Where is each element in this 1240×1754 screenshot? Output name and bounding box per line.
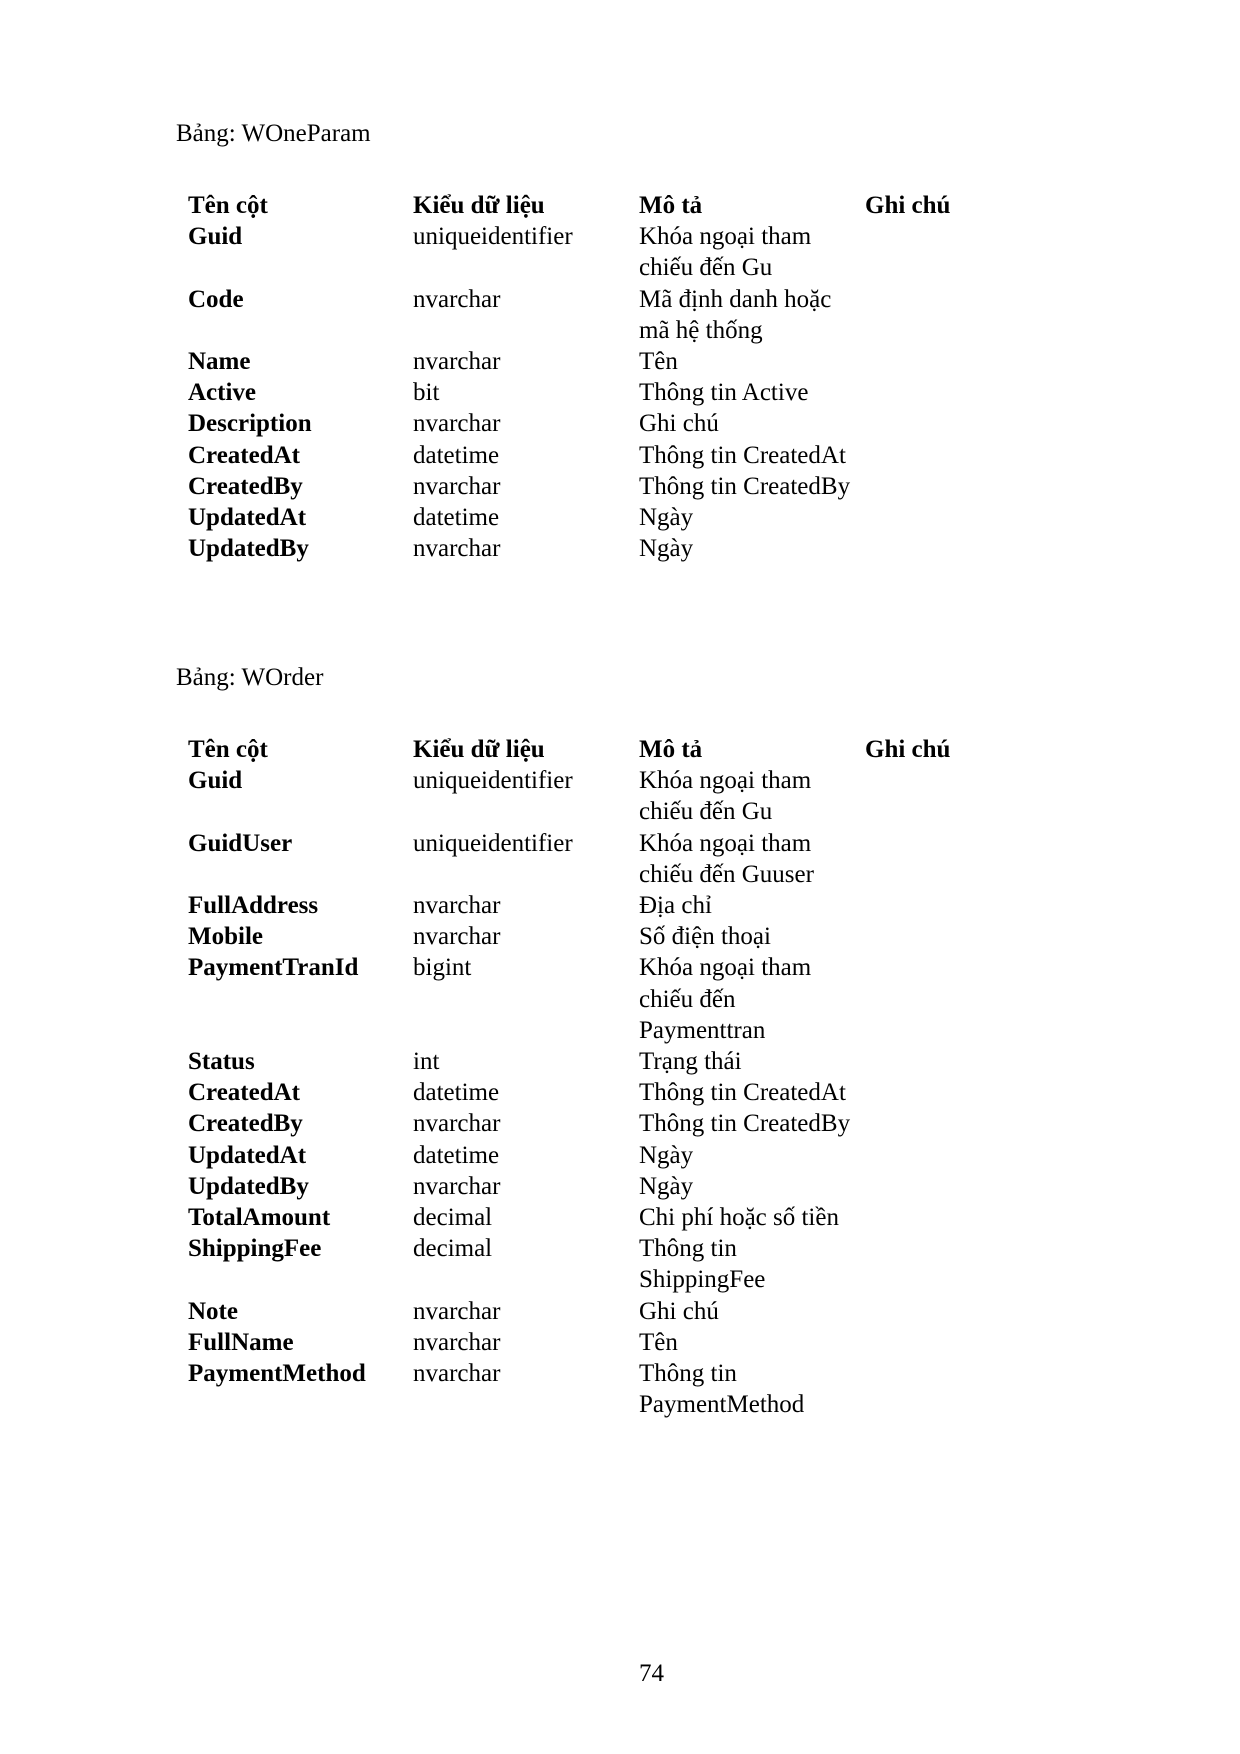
column-name-cell-text: Name <box>188 348 251 376</box>
column-header-type: Kiểu dữ liệu <box>413 192 545 219</box>
column-name-cell-text: Description <box>188 410 312 438</box>
table-row <box>188 765 985 827</box>
column-name-cell-text: FullName <box>188 1328 294 1356</box>
column-name-cell <box>188 921 413 952</box>
description-cell-text: Khóa ngoại tham chiếu đến Guuser <box>639 829 814 888</box>
page-number: 74 <box>639 1660 664 1687</box>
description-cell <box>639 828 865 890</box>
description-cell-text: Mã định danh hoặc mã hệ thống <box>639 285 832 344</box>
data-type-cell <box>413 952 639 1046</box>
description-cell <box>639 1327 865 1358</box>
data-type-cell <box>413 1233 639 1295</box>
column-header-note: Ghi chú <box>865 192 951 219</box>
column-name-cell <box>188 221 413 283</box>
description-cell-text: Thông tin ShippingFee <box>639 1235 766 1294</box>
column-name-cell-text: Active <box>188 379 257 407</box>
description-cell-text: Tên <box>639 348 678 376</box>
data-type-cell <box>413 533 639 564</box>
column-name-cell-text: Mobile <box>188 923 263 951</box>
note-cell <box>865 533 985 564</box>
data-type-cell-text: datetime <box>413 441 500 469</box>
column-name-cell <box>188 1327 413 1358</box>
note-cell <box>865 952 985 1046</box>
description-cell <box>639 1077 865 1108</box>
note-cell <box>865 1296 985 1327</box>
note-cell <box>865 408 985 439</box>
column-name-cell <box>188 1140 413 1171</box>
description-cell-text: Địa chỉ <box>639 892 712 920</box>
table-caption-worder: Bảng: WOrder <box>176 664 324 691</box>
data-type-cell-text: bit <box>413 379 440 407</box>
note-cell <box>865 440 985 471</box>
table-row <box>188 1358 985 1420</box>
description-cell-text: Thông tin CreatedAt <box>639 1079 846 1107</box>
description-cell-text: Ghi chú <box>639 410 719 438</box>
description-cell-text: Ngày <box>639 535 694 563</box>
data-type-cell <box>413 1046 639 1077</box>
description-cell-text: Thông tin CreatedBy <box>639 472 851 500</box>
data-type-cell <box>413 921 639 952</box>
data-type-cell <box>413 1108 639 1139</box>
description-cell-text: Thông tin CreatedBy <box>639 1110 851 1138</box>
data-type-cell <box>413 1171 639 1202</box>
note-cell <box>865 502 985 533</box>
column-name-cell <box>188 377 413 408</box>
description-cell <box>639 921 865 952</box>
note-cell <box>865 765 985 827</box>
description-cell <box>639 440 865 471</box>
description-cell <box>639 284 865 346</box>
description-cell <box>639 765 865 827</box>
column-name-cell-text: PaymentMethod <box>188 1360 366 1388</box>
description-cell <box>639 1296 865 1327</box>
note-cell <box>865 890 985 921</box>
table-row <box>188 346 985 377</box>
description-cell <box>639 1140 865 1171</box>
table-woneparam <box>188 190 985 564</box>
data-type-cell <box>413 1140 639 1171</box>
table-row <box>188 502 985 533</box>
column-name-cell-text: ShippingFee <box>188 1235 322 1263</box>
column-header-name: Tên cột <box>188 192 268 219</box>
description-cell-text: Ngày <box>639 1172 694 1200</box>
column-name-cell <box>188 1108 413 1139</box>
column-header-note: Ghi chú <box>865 736 951 763</box>
description-cell-text: Chi phí hoặc số tiền <box>639 1204 839 1232</box>
data-type-cell <box>413 765 639 827</box>
data-type-cell-text: uniqueidentifier <box>413 767 573 795</box>
data-type-cell-text: datetime <box>413 504 500 532</box>
table-row <box>188 1140 985 1171</box>
column-header-type: Kiểu dữ liệu <box>413 736 545 763</box>
table-row <box>188 828 985 890</box>
data-type-cell <box>413 890 639 921</box>
data-type-cell-text: nvarchar <box>413 892 501 920</box>
data-type-cell-text: nvarchar <box>413 1328 501 1356</box>
description-cell <box>639 346 865 377</box>
table-row <box>188 1108 985 1139</box>
data-type-cell <box>413 1358 639 1420</box>
column-name-cell <box>188 408 413 439</box>
table-row <box>188 221 985 283</box>
description-cell <box>639 221 865 283</box>
description-cell <box>639 1358 865 1420</box>
column-name-cell <box>188 890 413 921</box>
column-name-cell-text: Guid <box>188 767 243 795</box>
data-type-cell-text: uniqueidentifier <box>413 223 573 251</box>
data-type-cell-text: uniqueidentifier <box>413 829 573 857</box>
column-name-cell-text: UpdatedBy <box>188 1172 309 1200</box>
column-name-cell-text: CreatedAt <box>188 441 300 469</box>
table-header-row <box>188 734 985 765</box>
data-type-cell <box>413 1202 639 1233</box>
column-name-cell <box>188 1233 413 1295</box>
column-name-cell-text: GuidUser <box>188 829 293 857</box>
description-cell-text: Ghi chú <box>639 1297 719 1325</box>
description-cell <box>639 1171 865 1202</box>
note-cell <box>865 1358 985 1420</box>
note-cell <box>865 828 985 890</box>
note-cell <box>865 346 985 377</box>
description-cell-text: Khóa ngoại tham chiếu đến Gu <box>639 767 812 826</box>
data-type-cell-text: bigint <box>413 954 472 982</box>
column-name-cell <box>188 828 413 890</box>
table-row <box>188 890 985 921</box>
data-type-cell-text: nvarchar <box>413 410 501 438</box>
description-cell <box>639 1046 865 1077</box>
note-cell <box>865 377 985 408</box>
note-cell <box>865 471 985 502</box>
data-type-cell-text: nvarchar <box>413 472 501 500</box>
column-name-cell <box>188 533 413 564</box>
column-name-cell <box>188 471 413 502</box>
column-name-cell-text: CreatedAt <box>188 1079 300 1107</box>
column-name-cell <box>188 502 413 533</box>
description-cell-text: Khóa ngoại tham chiếu đến Paymenttran <box>639 954 812 1044</box>
column-name-cell <box>188 1171 413 1202</box>
description-cell <box>639 1202 865 1233</box>
data-type-cell-text: nvarchar <box>413 1297 501 1325</box>
description-cell <box>639 408 865 439</box>
column-name-cell <box>188 1296 413 1327</box>
column-name-cell-text: UpdatedAt <box>188 504 307 532</box>
column-name-cell-text: UpdatedAt <box>188 1141 307 1169</box>
description-cell-text: Số điện thoại <box>639 923 771 951</box>
description-cell <box>639 377 865 408</box>
description-cell-text: Ngày <box>639 1141 694 1169</box>
note-cell <box>865 1233 985 1295</box>
note-cell <box>865 1202 985 1233</box>
description-cell-text: Ngày <box>639 504 694 532</box>
data-type-cell-text: nvarchar <box>413 348 501 376</box>
column-name-cell-text: CreatedBy <box>188 1110 303 1138</box>
description-cell-text: Trạng thái <box>639 1048 742 1076</box>
data-type-cell-text: decimal <box>413 1235 493 1263</box>
data-type-cell <box>413 221 639 283</box>
column-name-cell <box>188 1077 413 1108</box>
data-type-cell <box>413 1296 639 1327</box>
table-worder <box>188 734 985 1420</box>
data-type-cell-text: nvarchar <box>413 285 501 313</box>
note-cell <box>865 1077 985 1108</box>
data-type-cell-text: nvarchar <box>413 535 501 563</box>
table-row <box>188 1046 985 1077</box>
description-cell <box>639 890 865 921</box>
column-name-cell-text: Code <box>188 285 244 313</box>
table-row <box>188 1296 985 1327</box>
description-cell <box>639 952 865 1046</box>
description-cell <box>639 471 865 502</box>
table-row <box>188 1171 985 1202</box>
column-name-cell <box>188 1046 413 1077</box>
column-name-cell-text: UpdatedBy <box>188 535 309 563</box>
table-row <box>188 921 985 952</box>
column-name-cell <box>188 765 413 827</box>
note-cell <box>865 921 985 952</box>
column-name-cell-text: CreatedBy <box>188 472 303 500</box>
data-type-cell-text: decimal <box>413 1204 493 1232</box>
column-name-cell-text: Note <box>188 1297 238 1325</box>
table-body <box>188 221 985 564</box>
column-name-cell <box>188 440 413 471</box>
note-cell <box>865 1108 985 1139</box>
column-header-name: Tên cột <box>188 736 268 763</box>
note-cell <box>865 1327 985 1358</box>
data-type-cell-text: datetime <box>413 1079 500 1107</box>
data-type-cell <box>413 284 639 346</box>
table-row <box>188 1327 985 1358</box>
table-row <box>188 1077 985 1108</box>
data-type-cell-text: nvarchar <box>413 1360 501 1388</box>
data-type-cell-text: nvarchar <box>413 1172 501 1200</box>
description-cell-text: Thông tin CreatedAt <box>639 441 846 469</box>
table-row <box>188 952 985 1046</box>
data-type-cell-text: nvarchar <box>413 923 501 951</box>
table-row <box>188 408 985 439</box>
data-type-cell-text: nvarchar <box>413 1110 501 1138</box>
description-cell-text: Khóa ngoại tham chiếu đến Gu <box>639 223 812 282</box>
note-cell <box>865 1046 985 1077</box>
column-name-cell-text: FullAddress <box>188 892 319 920</box>
table-row <box>188 471 985 502</box>
table-caption-woneparam: Bảng: WOneParam <box>176 120 371 147</box>
data-type-cell-text: datetime <box>413 1141 500 1169</box>
column-name-cell <box>188 952 413 1046</box>
description-cell <box>639 502 865 533</box>
data-type-cell <box>413 1327 639 1358</box>
table-header-row <box>188 190 985 221</box>
table-row <box>188 1233 985 1295</box>
note-cell <box>865 221 985 283</box>
column-name-cell-text: PaymentTranId <box>188 954 359 982</box>
data-type-cell <box>413 377 639 408</box>
description-cell-text: Thông tin PaymentMethod <box>639 1360 805 1419</box>
column-name-cell-text: Status <box>188 1048 255 1076</box>
description-cell-text: Tên <box>639 1328 678 1356</box>
data-type-cell <box>413 471 639 502</box>
description-cell <box>639 533 865 564</box>
table-row <box>188 377 985 408</box>
data-type-cell <box>413 502 639 533</box>
column-name-cell <box>188 346 413 377</box>
table-row <box>188 1202 985 1233</box>
column-name-cell-text: Guid <box>188 223 243 251</box>
column-header-description: Mô tả <box>639 736 703 763</box>
description-cell-text: Thông tin Active <box>639 379 809 407</box>
column-name-cell <box>188 1202 413 1233</box>
description-cell <box>639 1233 865 1295</box>
column-name-cell-text: TotalAmount <box>188 1204 331 1232</box>
data-type-cell <box>413 408 639 439</box>
data-type-cell <box>413 440 639 471</box>
data-type-cell-text: int <box>413 1048 440 1076</box>
table-body <box>188 765 985 1420</box>
data-type-cell <box>413 1077 639 1108</box>
description-cell <box>639 1108 865 1139</box>
note-cell <box>865 284 985 346</box>
column-name-cell <box>188 284 413 346</box>
table-row <box>188 440 985 471</box>
data-type-cell <box>413 828 639 890</box>
table-row <box>188 284 985 346</box>
table-row <box>188 533 985 564</box>
column-name-cell <box>188 1358 413 1420</box>
data-type-cell <box>413 346 639 377</box>
note-cell <box>865 1140 985 1171</box>
column-header-description: Mô tả <box>639 192 703 219</box>
note-cell <box>865 1171 985 1202</box>
